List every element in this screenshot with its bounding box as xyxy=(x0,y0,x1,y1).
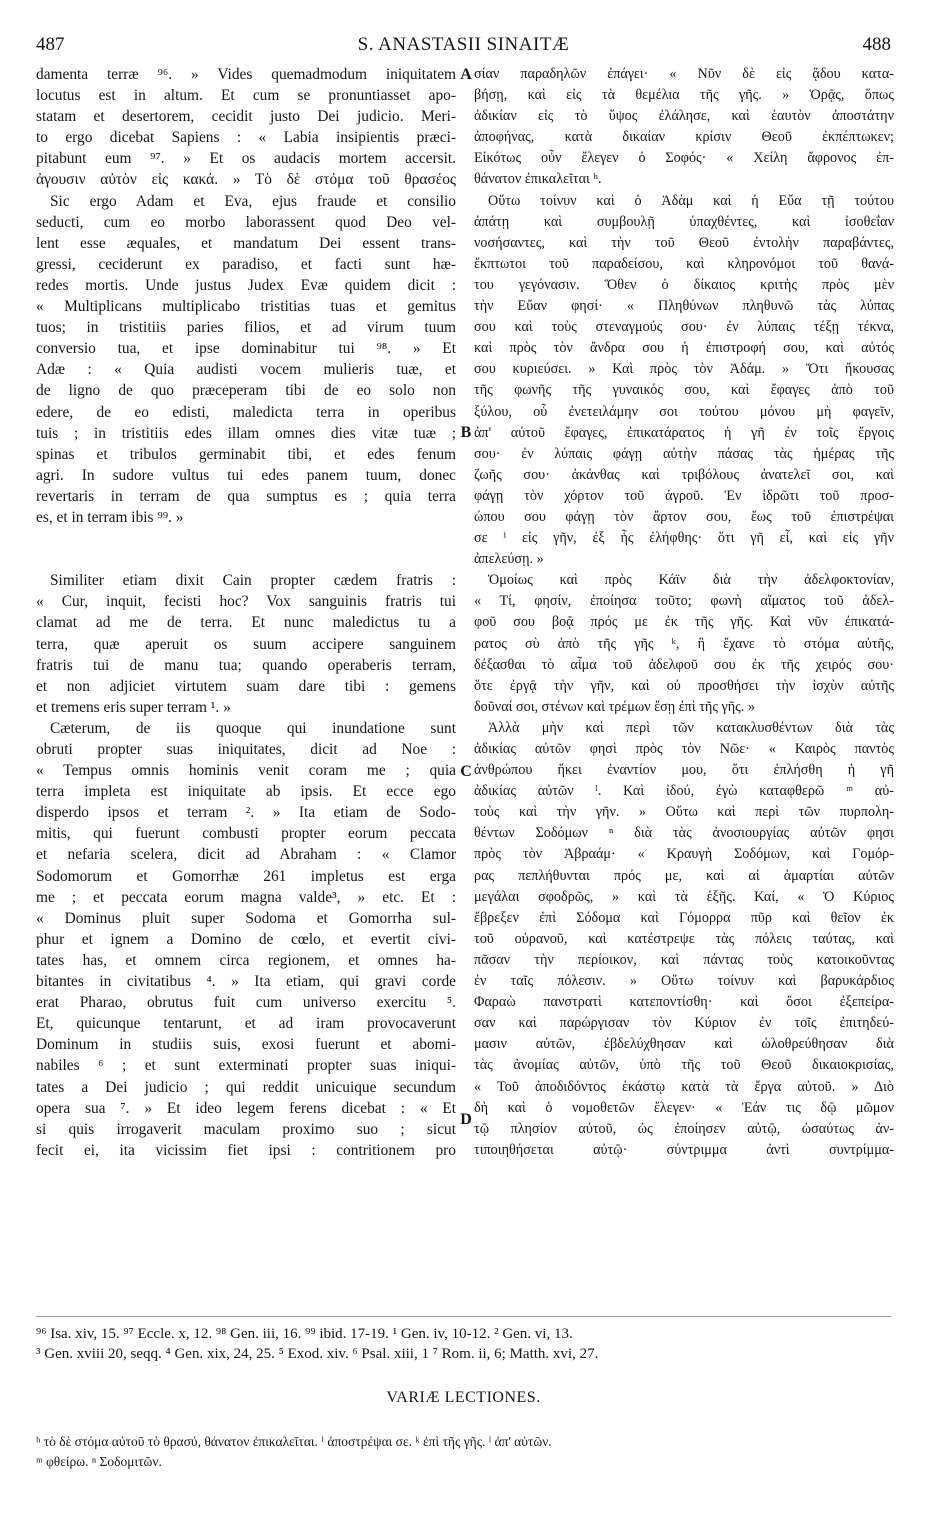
latin-text-line: tuis ; in tristitiis edes illam omnes dies vitæ tuæ ; xyxy=(36,424,456,442)
latin-text-line: agri. In sudore vultus tui edes panem tuum, donec xyxy=(36,466,456,484)
variae-lectiones-line-1: ʰ τὸ δὲ στόμα αὐτοῦ τὸ θρασύ, θάνατον ἐπικαλεῖται. ⁱ ἀποστρέψαι σε. ᵏ ἐπὶ τῆς γῆς. ˡ ἀπ' αὐτῶν. xyxy=(36,1434,552,1449)
latin-text-line: Sodomorum et Gomorrhæ 261 impletus est erga xyxy=(36,867,456,885)
greek-text-line: ἀδικίας αὐτῶν ˡ. Καὶ ἰδού, ἐγὼ καταφθερῶ ᵐ αὐ- xyxy=(474,783,894,800)
latin-text-line: « Multiplicans multiplicabo tristitias tuas et gemitus xyxy=(36,298,456,316)
latin-text-line: Similiter etiam dixit Cain propter cædem fratris : xyxy=(50,572,456,590)
latin-text-line: conversio tua, et ipse dominabitur tui ⁹⁸. » Et xyxy=(36,340,456,358)
greek-text-line: βήσῃ, καὶ εἰς τὰ θεμέλια τῆς γῆς. » Ὁρᾷς, ὅπως xyxy=(474,87,894,104)
greek-column xyxy=(474,64,894,1161)
greek-text-line: ἐν ταῖς πόλεσιν. » Οὕτω τοίνυν καὶ βαρυκάρδιος xyxy=(474,973,894,990)
latin-text-line: tates a Dei judicio ; qui reddit unicuique secundum xyxy=(36,1078,456,1096)
greek-text-line: τιποιηθήσεται αὐτῷ· σύντριμμα ἀντὶ συντρίμμα- xyxy=(474,1141,894,1158)
page-number-left: 487 xyxy=(36,34,65,55)
greek-text-line: τοὺς καὶ τὴν γῆν. » Οὕτω καὶ περὶ τῶν πυρπολη- xyxy=(474,804,894,821)
latin-text-line: damenta terræ ⁹⁶. » Vides quemadmodum iniquitatem xyxy=(36,66,456,83)
footnotes-line-1: ⁹⁶ Isa. xiv, 15. ⁹⁷ Eccle. x, 12. ⁹⁸ Gen. iii, 16. ⁹⁹ ibid. 17-19. ¹ Gen. iv, 10-12. ² Gen. vi, 13. xyxy=(36,1326,573,1342)
greek-text-line: ξύλου, οὗ ἐνετειλάμην σοι τούτου μόνου μὴ φαγεῖν, xyxy=(474,403,894,420)
greek-text-line: τῆς φωνῆς τῆς γυναικός σου, καὶ ἔφαγες ἀπὸ τοῦ xyxy=(474,382,894,399)
latin-text-line: statam et desertorem, cecidit justo Dei judicio. Meri- xyxy=(36,108,456,126)
greek-text-line: τὰς ἀνομίας αὐτῶν, ὑπὸ τῆς τοῦ Θεοῦ δικαιοκρισίας, xyxy=(474,1057,894,1074)
latin-text-line: to ergo dicebat Sapiens : « Labia insipientis præci- xyxy=(36,129,456,147)
greek-text-line: σου κυριεύσει. » Καὶ πρὸς τὸν Ἀδάμ. » Ὅτι ἤκουσας xyxy=(474,361,894,378)
latin-text-line: spinas et tribulos germinabit tibi, et edes fenum xyxy=(36,445,456,463)
greek-text-line: ώπου σου φάγῃ τὸν ἄρτον σου, ἕως τοῦ ἐπιστρέψαι xyxy=(474,508,894,525)
greek-text-line: ρατος σὺ ἀπὸ τῆς γῆς ᵏ, ἣ ἔχανε τὸ στόμα αὐτῆς, xyxy=(474,635,894,652)
greek-text-line: θάνατον ἐπικαλεῖται ʰ. xyxy=(474,171,602,188)
greek-text-line: Φαραὼ πανστρατὶ κατεποντίσθη· καὶ ὅσοι ἐξεπείρα- xyxy=(474,994,894,1011)
greek-text-line: ἀνθρώπου ἥκει ἐναντίον μου, ὅτι ἐπλήσθη ἡ γῆ xyxy=(474,762,894,779)
latin-text-line: bitantes in civitatibus ⁴. » Ita etiam, qui gravi corde xyxy=(36,973,456,991)
latin-text-line: et non adjiciet virtutem suam dare tibi : gemens xyxy=(36,677,456,695)
greek-text-line: « Τοῦ ἀποδιδόντος ἑκάστῳ κατὰ τὰ ἔργα αὐτοῦ. » Διὸ xyxy=(474,1078,894,1095)
greek-text-line: μεγάλαι σφοδρῶς, » καὶ τὰ ἑξῆς. Καί, « Ὁ Κύριος xyxy=(474,888,894,905)
latin-text-line: gressi, ceciderunt ex paradiso, et facti sunt hæ- xyxy=(36,255,456,273)
latin-text-line: terra impleta est iniquitate ab ipsis. Et ecce ego xyxy=(36,783,456,801)
latin-text-line: Cæterum, de iis quoque qui inundatione sunt xyxy=(50,719,456,737)
latin-text-line: disperdo ipsos et terram ². » Ita etiam de Sodo- xyxy=(36,804,456,822)
greek-text-line: « Τί, φησίν, ἐποίησα τοῦτο; φωνὴ αἵματος τοῦ ἀδελ- xyxy=(474,593,894,610)
latin-text-line: de ligno de quo præceperam tibi de eo solo non xyxy=(36,382,456,400)
greek-text-line: τοῦ οὐρανοῦ, καὶ κατέστρεψε τὰς πόλεις ταύτας, καὶ xyxy=(474,930,894,947)
greek-text-line: σου· ἐν λύπαις φάγῃ αὐτὴν πάσας τὰς ἡμέρας τῆς xyxy=(474,445,894,462)
latin-text-line: « Cur, inquit, fecisti hoc? Vox sanguinis fratris tui xyxy=(36,593,456,611)
margin-letter-b: B xyxy=(460,424,472,441)
latin-text-line: mitis, qui fuerunt combusti propter eorum peccata xyxy=(36,825,456,843)
latin-text-line: nabiles ⁶ ; et sunt exterminati propter suas iniqui- xyxy=(36,1057,456,1075)
latin-text-line: Et, quicunque tentarunt, et ad iram provocaverunt xyxy=(36,1015,456,1033)
greek-text-line: μασιν αὐτῶν, ἐβδελύχθησαν καὶ ὠλοθρεύθησαν διὰ xyxy=(474,1036,894,1053)
latin-text-line: lent esse æquales, et mandatum Dei essent trans- xyxy=(36,234,456,252)
latin-text-line: ἀγουσιν αὐτὸν εἰς κακά. » Τὸ δὲ στόμα τοῦ θρασέος xyxy=(36,171,456,189)
latin-text-line: et tremens eris super terram ¹. » xyxy=(36,698,231,716)
latin-text-line: Dominum in studiis suis, exosi fuerunt et abomi- xyxy=(36,1036,456,1054)
margin-letter-d: D xyxy=(460,1111,472,1128)
footnotes-line-2: ³ Gen. xviii 20, seqq. ⁴ Gen. xix, 24, 25. ⁵ Exod. xiv. ⁶ Psal. xiii, 1 ⁷ Rom. ii, 6; Matth. xvi, 27. xyxy=(36,1346,599,1362)
greek-text-line: νοσήσαντες, καὶ τὴν τοῦ Θεοῦ ἐντολὴν παραβάντες, xyxy=(474,234,894,251)
greek-text-line: ἔκπτωτοι τοῦ παραδείσου, καὶ κληρονόμοι τοῦ θανά- xyxy=(474,255,894,272)
latin-text-line: obruti propter suas iniquitates, dicit ad Noe : xyxy=(36,741,456,758)
greek-text-line: ἀπ' αὐτοῦ ἔφαγες, ἐπικατάρατος ἡ γῆ ἐν τοῖς ἔργοις xyxy=(474,424,894,441)
greek-text-line: φοῦ σου βοᾷ πρός με ἐκ τῆς γῆς. Καὶ νῦν ἐπικατά- xyxy=(474,614,894,631)
latin-text-line: edere, de eo edisti, maledicta terra in operibus xyxy=(36,403,456,421)
greek-text-line: πᾶσαν τὴν περίοικον, καὶ πάντας τοὺς κατοικοῦντας xyxy=(474,951,894,968)
latin-text-line: Sic ergo Adam et Eva, ejus fraude et consilio xyxy=(50,192,456,210)
latin-text-line: revertaris in terram de qua sumptus es ; quia terra xyxy=(36,487,456,505)
latin-text-line: clamat ad me de terra. Et nunc maledictus tu a xyxy=(36,614,456,632)
latin-text-line: si quis irrogaverit maculam proximo suo ; sicut xyxy=(36,1120,456,1138)
margin-letter-c: C xyxy=(460,763,472,780)
greek-text-line: δέξασθαι τὸ αἷμα τοῦ ἀδελφοῦ σου ἐκ τῆς χειρός σου· xyxy=(474,656,894,673)
latin-text-line: redes mortis. Unde justus Judex Evæ quidem dicit : xyxy=(36,276,456,294)
latin-text-line: erat Pharao, obrutus fuit cum universo exercitu ⁵. xyxy=(36,994,456,1012)
greek-text-line: τὴν Εὔαν φησί· « Πληθύνων πληθυνῶ τὰς λύπας xyxy=(474,298,894,315)
margin-letter-a: A xyxy=(460,66,472,83)
latin-text-line: es, et in terram ibis ⁹⁹. » xyxy=(36,508,184,526)
greek-text-line: Οὕτω τοίνυν καὶ ὁ Ἀδὰμ καὶ ἡ Εὔα τῇ τούτου xyxy=(488,192,894,209)
footnote-rule xyxy=(36,1316,891,1317)
latin-text-line: terra, quæ aperuit os suum accipere sanguinem xyxy=(36,635,456,653)
latin-text-line xyxy=(36,549,456,570)
greek-text-line: του γεγόνασιν. Ὅθεν ὁ δίκαιος κριτὴς πρὸς μὲν xyxy=(474,276,894,293)
greek-text-line: Εἰκότως οὖν ἔλεγεν ὁ Σοφός· « Χείλη ἄφρονος ἐπ- xyxy=(474,150,894,167)
greek-text-line: σαν καὶ παρώργισαν τὸν Κύριον ἐν τοῖς ἐπιτηδεύ- xyxy=(474,1015,894,1032)
latin-text-line: fecit ei, ita vicissim fiet ipsi : contritionem pro xyxy=(36,1141,456,1159)
latin-column xyxy=(36,64,456,1161)
variae-lectiones-heading: VARIÆ LECTIONES. xyxy=(386,1389,541,1406)
greek-text-line: φάγῃ τὸν χόρτον τοῦ ἀγροῦ. Ἐν ἱδρῶτι τοῦ προσ- xyxy=(474,487,894,504)
latin-text-line: opera sua ⁷. » Et ideo legem ferens dicebat : « Et xyxy=(36,1099,456,1117)
greek-text-line: ἀπελεύσῃ. » xyxy=(474,551,544,568)
latin-text-line: « Tempus omnis hominis venit coram me ; quia xyxy=(36,762,456,780)
latin-text-line: tuos; in tristitiis paries filios, et ad virum tuum xyxy=(36,319,456,337)
greek-text-line: Ὁμοίως καὶ πρὸς Κάϊν διὰ τὴν ἀδελφοκτονίαν, xyxy=(488,572,894,589)
greek-text-line: ἔβρεξεν ἐπὶ Σόδομα καὶ Γόμορρα πῦρ καὶ θεῖον ἐκ xyxy=(474,909,894,926)
greek-text-line: ἀδικίαν εἰς τὸ ὕψος ἐλάλησε, καὶ ἑαυτὸν ἀποστάτην xyxy=(474,108,894,125)
greek-text-line: σου καὶ τοὺς στεναγμούς σου· ἐν λύπαις τέξῃ τέκνα, xyxy=(474,319,894,336)
greek-text-line: σίαν παραδηλῶν ἐπάγει· « Νῦν δὲ εἰς ᾅδου κατα- xyxy=(474,66,894,82)
latin-text-line: Adæ : « Quia audisti vocem mulieris tuæ, et xyxy=(36,361,456,379)
latin-text-line: fratris tui de manu tua; quando operaberis terram, xyxy=(36,656,456,674)
latin-text-line: « Dominus pluit super Sodoma et Gomorrha sul- xyxy=(36,909,456,927)
latin-text-line: tates has, et omnem circa regionem, et omnes ha- xyxy=(36,951,456,969)
greek-text-line: ἀδικίας αὐτῶν φησὶ πρὸς τὸν Νῶε· « Καιρὸς παντὸς xyxy=(474,741,894,757)
latin-text-line: et nefaria scelera, dicit ad Abraham : « Clamor xyxy=(36,846,456,864)
variae-lectiones-line-2: ᵐ φθείρω. ⁿ Σοδομιτῶν. xyxy=(36,1454,162,1469)
page-number-right: 488 xyxy=(862,34,891,55)
greek-text-line: ζωῆς σου· ἀκάνθας καὶ τριβόλους ἀνατελεῖ σοι, καὶ xyxy=(474,466,894,483)
greek-text-line: ἀποφήνας, κατὰ δικαίαν κρίσιν Θεοῦ ἐκπέπτωκεν; xyxy=(474,129,894,146)
greek-text-line: Ἀλλὰ μὴν καὶ περὶ τῶν κατακλυσθέντων διὰ τὰς xyxy=(488,719,894,736)
greek-text-line: τῷ πλησίον αὐτοῦ, ὡς ἐποίησεν αὐτῷ, ὡσαύτως ἀν- xyxy=(474,1120,894,1137)
greek-text-line: δὴ καὶ ὁ νομοθετῶν ἔλεγεν· « Ἐάν τις δῷ μῶμον xyxy=(474,1099,894,1116)
latin-text-line: me ; et peccata eorum magna valde³, » etc. Et : xyxy=(36,888,456,906)
greek-text-line: ρας πεπλήθυνται πρός με, καὶ αἱ ἁμαρτίαι αὐτῶν xyxy=(474,867,894,884)
greek-text-line: ἀπάτῃ καὶ συμβουλῇ ὑπαχθέντες, καὶ ἰσοθεΐαν xyxy=(474,213,894,230)
greek-text-line: πρὸς τὸν Ἀβραάμ· « Κραυγὴ Σοδόμων, καὶ Γομόρ- xyxy=(474,846,894,863)
greek-text-line: καὶ πρὸς τὸν ἄνδρα σου ἡ ἐπιστροφή σου, καὶ αὐτός xyxy=(474,340,894,357)
running-title: S. ANASTASII SINAITÆ xyxy=(357,34,570,55)
greek-text-line: ὅτε ἐργᾷ τὴν γῆν, καὶ οὐ προσθήσει τὴν ἰσχὺν αὐτῆς xyxy=(474,677,894,694)
latin-text-line: pitabunt eum ⁹⁷. » Et os audacis mortem accersit. xyxy=(36,150,456,168)
latin-text-line: phur et ignem a Domino de cœlo, et evertit civi- xyxy=(36,930,456,948)
latin-text-line xyxy=(36,528,456,549)
greek-text-line: θέντων Σοδόμων ⁿ διὰ τὰς ἀνοσιουργίας αὐτῶν φησι xyxy=(474,825,894,842)
greek-text-line: σε ⁱ εἰς γῆν, ἐξ ἧς ἐλήφθης· ὅτι γῆ εἶ, καὶ εἰς γῆν xyxy=(474,530,894,547)
greek-text-line: δοῦναί σοι, στένων καὶ τρέμων ἔσῃ ἐπὶ τῆς γῆς. » xyxy=(474,698,755,715)
latin-text-line: locutus est in altum. Et cum se pronuntiasset apo- xyxy=(36,87,456,105)
latin-text-line: seducti, cum eo morbo laborassent quod Deo vel- xyxy=(36,213,456,231)
